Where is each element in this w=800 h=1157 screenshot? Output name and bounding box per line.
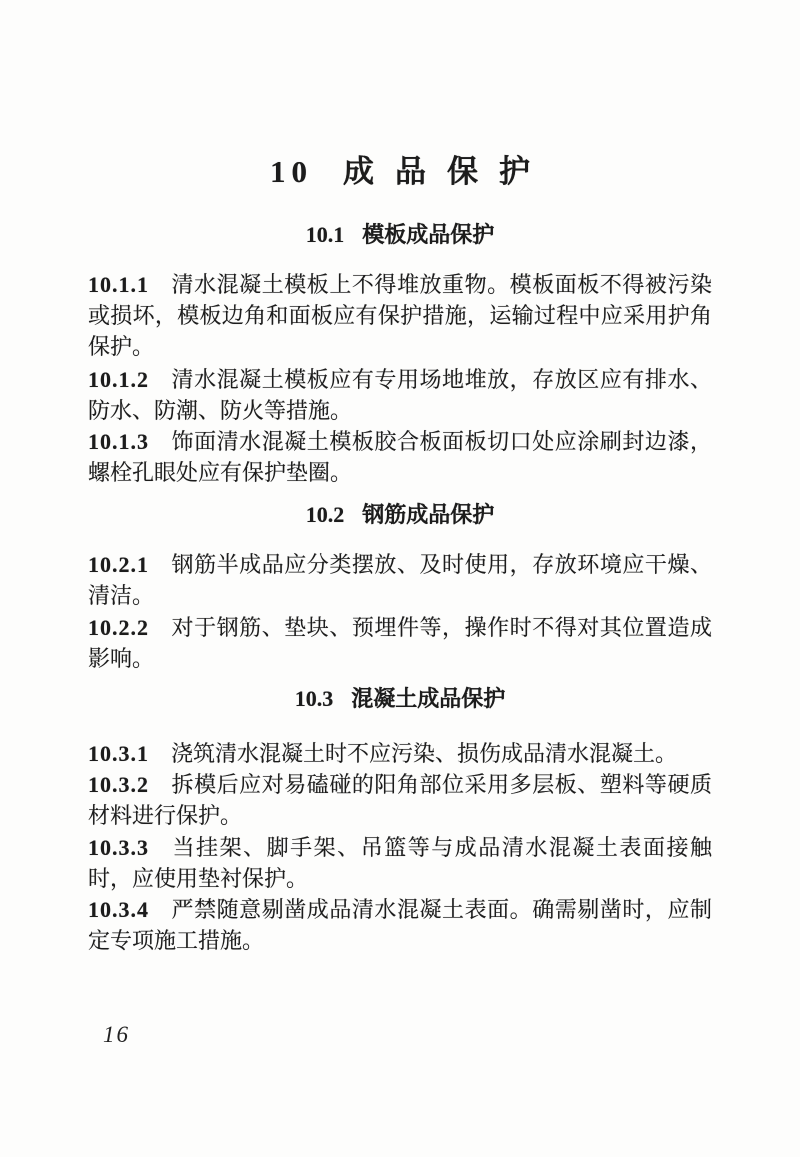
clause-10-3-4 bbox=[88, 894, 712, 956]
chapter-title bbox=[88, 153, 712, 191]
clause-number: 10.3.1 bbox=[88, 741, 149, 766]
clause-text: 清水混凝土模板应有专用场地堆放，存放区应有排水、防水、防潮、防火等措施。 bbox=[88, 367, 712, 423]
clause-number: 10.3.2 bbox=[88, 772, 149, 797]
section-title: 钢筋成品保护 bbox=[362, 502, 495, 527]
clause-10-3-1 bbox=[88, 738, 712, 769]
clause-number: 10.1.1 bbox=[88, 272, 149, 297]
section-heading-10-1 bbox=[88, 219, 712, 250]
clause-number: 10.1.3 bbox=[88, 429, 149, 454]
section-heading-10-3 bbox=[88, 683, 712, 714]
clause-10-1-1 bbox=[88, 269, 712, 362]
page-content bbox=[88, 0, 712, 956]
clause-text: 严禁随意剔凿成品清水混凝土表面。确需剔凿时，应制定专项施工措施。 bbox=[88, 897, 712, 953]
section-title: 混凝土成品保护 bbox=[351, 686, 506, 711]
clause-text: 清水混凝土模板上不得堆放重物。模板面板不得被污染或损坏，模板边角和面板应有保护措施，运输过程中应采用护角保护。 bbox=[88, 272, 712, 359]
clause-number: 10.2.1 bbox=[88, 552, 149, 577]
clause-10-2-1 bbox=[88, 549, 712, 611]
section-heading-10-2 bbox=[88, 499, 712, 530]
chapter-title-text: 成品保护 bbox=[343, 154, 551, 189]
clause-text: 饰面清水混凝土模板胶合板面板切口处应涂刷封边漆，螺栓孔眼处应有保护垫圈。 bbox=[88, 429, 712, 485]
section-title: 模板成品保护 bbox=[362, 222, 495, 247]
clause-10-1-2 bbox=[88, 364, 712, 426]
clause-text: 钢筋半成品应分类摆放、及时使用，存放环境应干燥、清洁。 bbox=[88, 552, 712, 608]
clause-text: 当挂架、脚手架、吊篮等与成品清水混凝土表面接触时，应使用垫衬保护。 bbox=[88, 835, 712, 891]
clause-10-2-2 bbox=[88, 612, 712, 674]
page-number: 16 bbox=[103, 1022, 130, 1047]
section-number: 10.1 bbox=[305, 222, 345, 247]
clause-text: 对于钢筋、垫块、预埋件等，操作时不得对其位置造成影响。 bbox=[88, 615, 712, 671]
clause-number: 10.3.4 bbox=[88, 897, 149, 922]
clause-10-1-3 bbox=[88, 426, 712, 488]
clause-text: 浇筑清水混凝土时不应污染、损伤成品清水混凝土。 bbox=[171, 741, 678, 766]
clause-10-3-3 bbox=[88, 832, 712, 894]
clause-number: 10.2.2 bbox=[88, 615, 149, 640]
clause-number: 10.1.2 bbox=[88, 367, 149, 392]
clause-10-3-2 bbox=[88, 769, 712, 831]
section-number: 10.2 bbox=[305, 502, 345, 527]
section-number: 10.3 bbox=[294, 686, 334, 711]
clause-number: 10.3.3 bbox=[88, 835, 149, 860]
clause-text: 拆模后应对易磕碰的阳角部位采用多层板、塑料等硬质材料进行保护。 bbox=[88, 772, 712, 828]
chapter-number: 10 bbox=[270, 154, 313, 189]
